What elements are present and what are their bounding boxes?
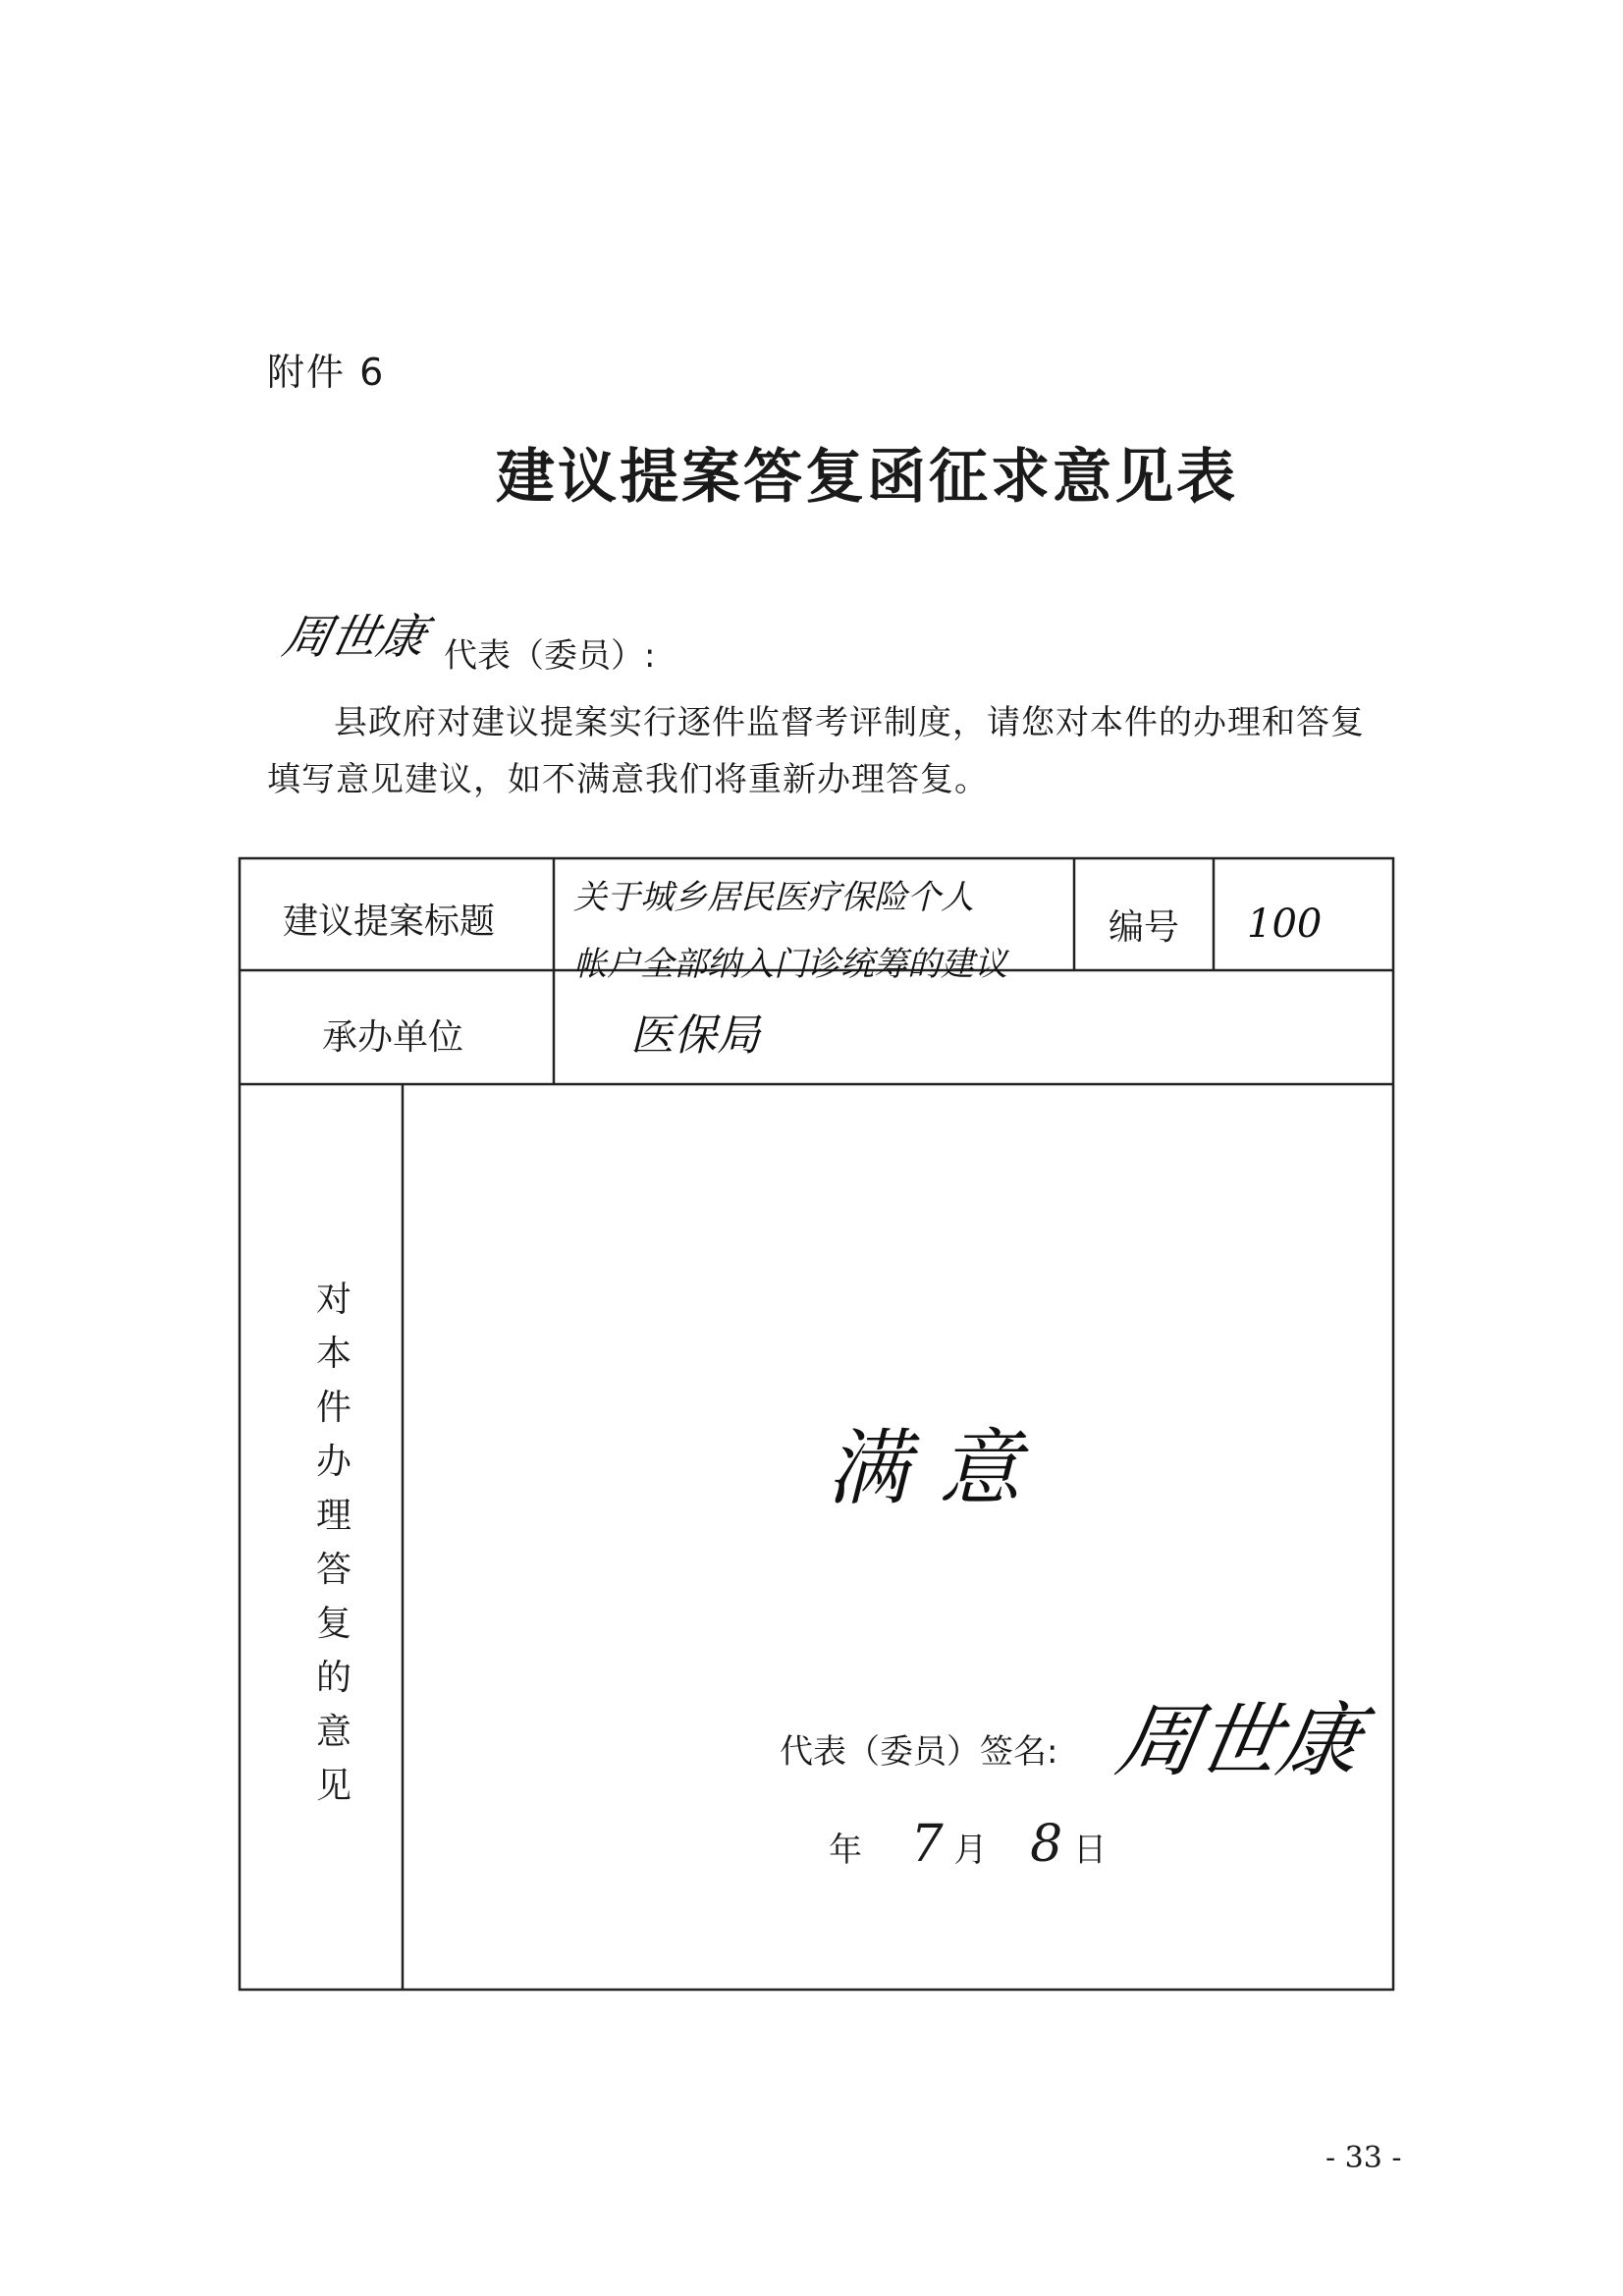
date-month-label: 月 (953, 1831, 988, 1870)
handling-unit-value: 医保局 (630, 1011, 760, 1061)
intro-line-1: 县政府对建议提案实行逐件监督考评制度，请您对本件的办理和答复 (334, 703, 1365, 742)
page-title: 建议提案答复函征求意见表 (496, 443, 1238, 512)
number-label: 编号 (1109, 907, 1180, 948)
opinion-form-table (228, 852, 1399, 2001)
proposal-title-label: 建议提案标题 (283, 902, 496, 942)
date-line (829, 1815, 1107, 1874)
opinion-label-vertical: 对本件办理答复的意见 (315, 1280, 352, 1806)
intro-line-2: 填写意见建议，如不满意我们将重新办理答复。 (267, 760, 989, 799)
opinion-value: 满意 (827, 1420, 1052, 1516)
proposal-title-value-line-1: 关于城乡居民医疗保险个人 (573, 878, 974, 917)
salutation-name-handwritten: 周世康 (278, 610, 432, 665)
page-number: - 33 - (1325, 2141, 1402, 2175)
signature-handwritten: 周世康 (1109, 1695, 1369, 1788)
signature-label: 代表（委员）签名: (780, 1732, 1058, 1772)
proposal-title-value-line-2: 帐户全部纳入门诊统筹的建议 (573, 945, 1007, 984)
date-month-value: 7 (910, 1815, 944, 1874)
number-value: 100 (1247, 902, 1323, 947)
handling-unit-label: 承办单位 (322, 1017, 464, 1058)
date-year-label: 年 (829, 1831, 862, 1870)
salutation-suffix: 代表（委员）: (444, 636, 656, 676)
date-day-value: 8 (1030, 1815, 1063, 1874)
attachment-label: 附件 6 (267, 351, 386, 394)
date-day-label: 日 (1073, 1831, 1108, 1870)
